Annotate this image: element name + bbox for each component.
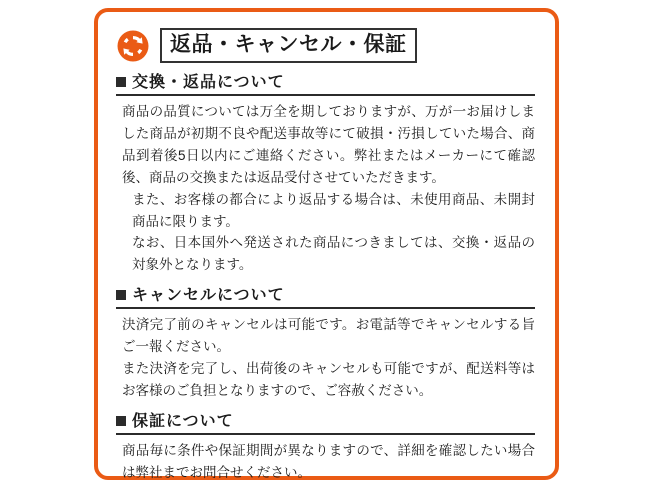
- paragraph: なお、日本国外へ発送された商品につきましては、交換・返品の対象外となります。: [132, 235, 535, 273]
- section-title: 交換・返品について: [132, 74, 285, 92]
- section-warranty: [116, 412, 535, 484]
- section-header: [116, 286, 535, 309]
- paragraph: 商品毎に条件や保証期間が異なりますので、詳細を確認したい場合は弊社までお問合せください。: [122, 442, 535, 480]
- paragraph: また、お客様の都合により返品する場合は、未使用商品、未開封商品に限ります。: [132, 191, 535, 229]
- square-bullet-icon: [116, 290, 126, 300]
- refresh-circular-arrows-icon: [116, 29, 150, 63]
- section-header: [116, 412, 535, 435]
- panel-header: [116, 28, 535, 63]
- panel-title: 返品・キャンセル・保証: [160, 28, 417, 63]
- section-body: [116, 314, 535, 401]
- section-exchange-returns: [116, 73, 535, 276]
- square-bullet-icon: [116, 416, 126, 426]
- section-body: [116, 101, 535, 276]
- paragraph: 決済完了前のキャンセルは可能です。お電話等でキャンセルする旨ご一報ください。: [122, 317, 535, 355]
- square-bullet-icon: [116, 77, 126, 87]
- paragraph: また決済を完了し、出荷後のキャンセルも可能ですが、配送料等はお客様のご負担となりますので、ご容赦ください。: [122, 361, 535, 398]
- section-title: キャンセルについて: [132, 287, 285, 305]
- section-header: [116, 73, 535, 96]
- section-cancellation: [116, 286, 535, 402]
- section-title: 保証について: [132, 412, 234, 430]
- returns-policy-panel: [94, 8, 559, 480]
- panel-content: [98, 12, 555, 480]
- paragraph: 商品の品質については万全を期しておりますが、万が一お届けしました商品が初期不良や配送事故等にて破損・汚損していた場合、商品到着後5日以内にご連絡ください。弊社またはメーカーにて確認後、商品の交換または返品受付させていただきます。: [122, 104, 535, 185]
- section-body: [116, 440, 535, 484]
